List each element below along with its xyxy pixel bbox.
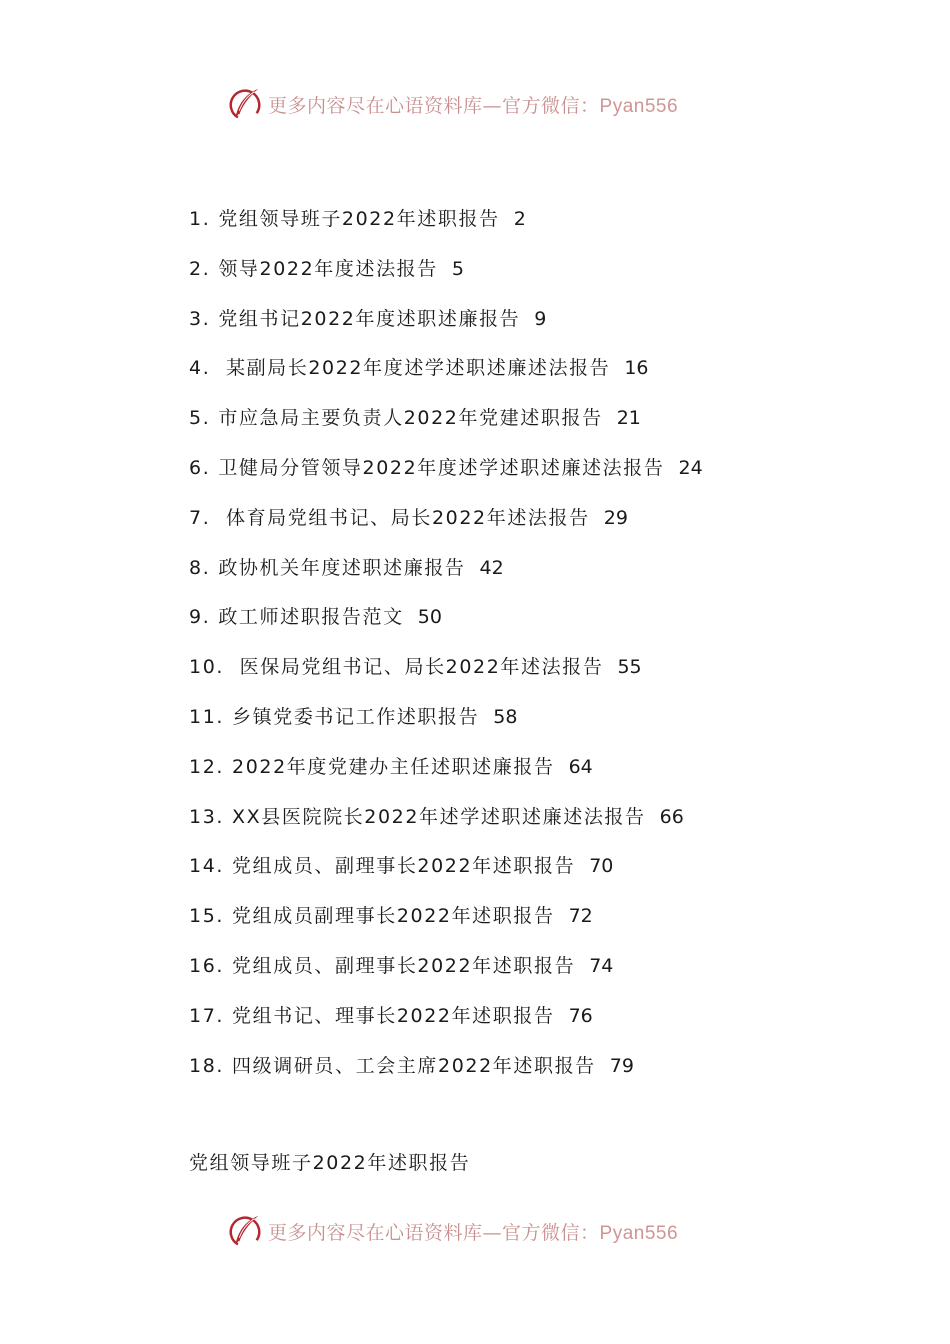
toc-item-page: 29 <box>603 506 628 529</box>
toc-item-title: 2022年度党建办主任述职述廉报告 <box>232 755 555 778</box>
toc-item-title: 党组成员、副理事长2022年述职报告 <box>232 954 576 977</box>
banner-text <box>268 1218 678 1245</box>
banner-text <box>268 91 678 118</box>
toc-item-title: 党组成员、副理事长2022年述职报告 <box>232 855 576 878</box>
banner-slogan: 更多内容尽在心语资料库—官方微信： <box>268 1221 600 1244</box>
toc-item-number: 9. <box>189 606 211 629</box>
toc-item-page: 58 <box>493 705 518 728</box>
toc-item[interactable] <box>189 746 809 796</box>
toc-item-title: 乡镇党委书记工作述职报告 <box>232 705 480 728</box>
toc-item-title: 体育局党组书记、局长2022年述法报告 <box>218 506 590 529</box>
toc-item-title: 党组书记2022年度述职述廉报告 <box>218 307 521 330</box>
toc-item-title: 党组成员副理事长2022年述职报告 <box>232 905 555 928</box>
toc-item-title: 党组书记、理事长2022年述职报告 <box>232 1004 555 1027</box>
header-banner <box>226 84 678 124</box>
toc-item-number: 16. <box>189 954 225 977</box>
toc-item-number: 3. <box>189 307 211 330</box>
toc-item-page: 24 <box>678 456 703 479</box>
toc-item-title: 党组领导班子2022年述职报告 <box>218 208 500 230</box>
toc-item-number: 8. <box>189 556 211 579</box>
toc-item[interactable] <box>189 497 809 547</box>
toc-item[interactable] <box>189 447 809 497</box>
table-of-contents <box>189 198 809 1094</box>
toc-item-number: 11. <box>189 705 225 728</box>
toc-item-number: 12. <box>189 755 225 778</box>
toc-item-title: 领导2022年度述法报告 <box>218 257 438 280</box>
toc-item-number: 15. <box>189 905 225 928</box>
toc-item-number: 18. <box>189 1054 225 1077</box>
toc-item-title: 卫健局分管领导2022年度述学述职述廉述法报告 <box>218 456 665 479</box>
toc-item[interactable] <box>189 945 809 995</box>
toc-item-number: 17. <box>189 1004 225 1027</box>
toc-item-title: 市应急局主要负责人2022年党建述职报告 <box>218 407 603 430</box>
feather-quill-icon <box>226 1212 264 1250</box>
toc-item-page: 79 <box>609 1054 634 1077</box>
toc-item-page: 2 <box>513 208 526 230</box>
toc-item[interactable] <box>189 248 809 298</box>
toc-item[interactable] <box>189 198 809 248</box>
toc-item-number: 5. <box>189 407 211 430</box>
toc-item[interactable] <box>189 547 809 597</box>
toc-item-page: 21 <box>616 407 641 430</box>
banner-slogan: 更多内容尽在心语资料库—官方微信： <box>268 94 600 117</box>
toc-item-number: 7. <box>189 506 211 529</box>
toc-item-page: 66 <box>659 805 684 828</box>
toc-item-title: 政协机关年度述职述廉报告 <box>218 556 466 579</box>
toc-item-number: 1. <box>189 208 211 230</box>
toc-item[interactable] <box>189 895 809 945</box>
toc-item-number: 14. <box>189 855 225 878</box>
feather-quill-icon <box>226 85 264 123</box>
toc-item-page: 64 <box>568 755 593 778</box>
toc-item-page: 70 <box>589 855 614 878</box>
banner-wechat-id: Pyan556 <box>599 95 679 117</box>
toc-item-number: 2. <box>189 257 211 280</box>
toc-item-page: 16 <box>624 357 649 380</box>
toc-item-page: 74 <box>589 954 614 977</box>
toc-item[interactable] <box>189 646 809 696</box>
toc-item[interactable] <box>189 995 809 1045</box>
banner-wechat-id: Pyan556 <box>599 1222 679 1244</box>
toc-item-number: 10. <box>189 656 225 679</box>
toc-item[interactable] <box>189 1045 809 1095</box>
toc-item-page: 42 <box>479 556 504 579</box>
toc-item[interactable] <box>189 596 809 646</box>
toc-item-title: 某副局长2022年度述学述职述廉述法报告 <box>218 357 611 380</box>
toc-item[interactable] <box>189 347 809 397</box>
toc-item[interactable] <box>189 696 809 746</box>
toc-item[interactable] <box>189 298 809 348</box>
toc-item[interactable] <box>189 845 809 895</box>
toc-item-title: 医保局党组书记、局长2022年述法报告 <box>232 656 604 679</box>
section-title: 党组领导班子2022年述职报告 <box>189 1152 471 1174</box>
footer-banner <box>226 1211 678 1251</box>
toc-item[interactable] <box>189 796 809 846</box>
toc-item-title: 四级调研员、工会主席2022年述职报告 <box>232 1054 596 1077</box>
toc-item-number: 6. <box>189 456 211 479</box>
toc-item-page: 76 <box>568 1004 593 1027</box>
toc-item[interactable] <box>189 397 809 447</box>
toc-item-page: 72 <box>568 905 593 928</box>
toc-item-number: 13. <box>189 805 225 828</box>
toc-item-page: 50 <box>417 606 442 629</box>
toc-item-page: 5 <box>451 257 464 280</box>
toc-item-page: 9 <box>534 307 547 330</box>
toc-item-title: 政工师述职报告范文 <box>218 606 404 629</box>
toc-item-page: 55 <box>617 656 642 679</box>
toc-item-title: XX县医院院长2022年述学述职述廉述法报告 <box>232 805 646 828</box>
toc-item-number: 4. <box>189 357 211 380</box>
